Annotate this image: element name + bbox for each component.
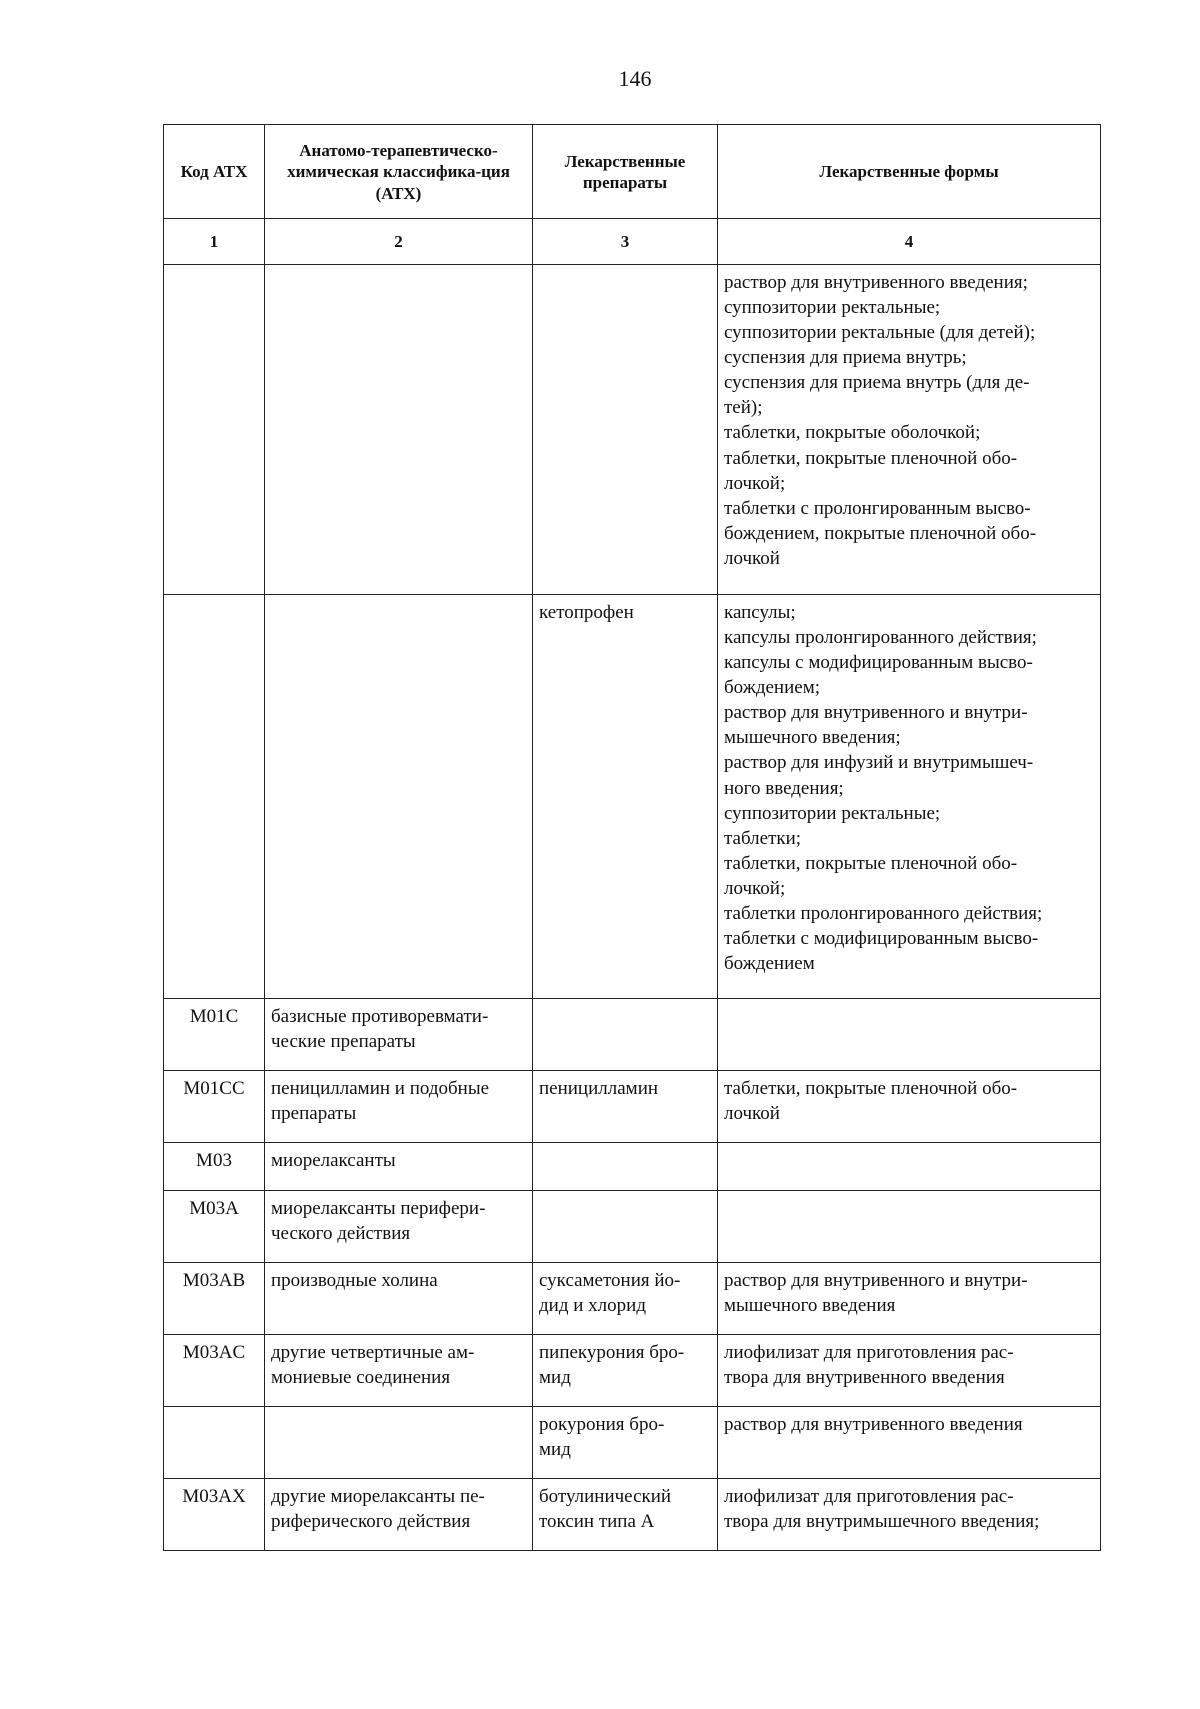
table-row bbox=[164, 1143, 1101, 1191]
forms-line: таблетки, покрытые пленочной обо- bbox=[724, 1078, 1018, 1099]
forms-cell bbox=[718, 1071, 1101, 1143]
forms-line: мышечного введения; bbox=[724, 727, 901, 749]
table-row bbox=[164, 1479, 1101, 1551]
classification-line: миорелаксанты перифери- bbox=[271, 1198, 486, 1219]
header-row bbox=[164, 125, 1101, 219]
atx-code bbox=[164, 265, 265, 595]
header-code: Код АТХ bbox=[164, 125, 265, 219]
drug-line: мид bbox=[539, 1367, 571, 1389]
classification-line: ческого действия bbox=[271, 1223, 411, 1245]
drug-line: дид и хлорид bbox=[539, 1295, 646, 1317]
forms-line: лочкой; bbox=[724, 472, 786, 494]
drug-cell bbox=[533, 1143, 718, 1191]
column-number-row bbox=[164, 219, 1101, 265]
forms-line: капсулы; bbox=[724, 602, 796, 623]
classification-cell bbox=[265, 1407, 533, 1479]
drug-line: токсин типа A bbox=[539, 1511, 655, 1533]
classification-cell bbox=[265, 265, 533, 595]
forms-line: лочкой bbox=[724, 1103, 780, 1125]
forms-cell bbox=[718, 1479, 1101, 1551]
classification-line: производные холина bbox=[271, 1270, 438, 1291]
column-number-2: 2 bbox=[265, 219, 533, 265]
forms-line: раствор для инфузий и внутримышеч- bbox=[724, 752, 1034, 774]
header-forms: Лекарственные формы bbox=[718, 125, 1101, 219]
forms-cell bbox=[718, 1191, 1101, 1263]
forms-line: ного введения; bbox=[724, 777, 844, 799]
drug-line: кетопрофен bbox=[539, 602, 634, 623]
drug-line: ботулинический bbox=[539, 1486, 672, 1507]
forms-line: бождением, покрытые пленочной обо- bbox=[724, 522, 1037, 544]
classification-line: препараты bbox=[271, 1103, 357, 1125]
forms-line: раствор для внутривенного введения bbox=[724, 1414, 1023, 1435]
table-row bbox=[164, 265, 1101, 595]
page-number: 146 bbox=[618, 66, 652, 91]
header-classification: Анатомо-терапевтическо-химическая классифика-ция (АТХ) bbox=[265, 125, 533, 219]
atx-code: M03A bbox=[164, 1191, 265, 1263]
forms-cell bbox=[718, 265, 1101, 595]
forms-cell bbox=[718, 1335, 1101, 1407]
drug-cell bbox=[533, 1263, 718, 1335]
drug-cell bbox=[533, 1191, 718, 1263]
forms-cell bbox=[718, 1407, 1101, 1479]
forms-line: лочкой bbox=[724, 547, 780, 569]
atx-code: M03AX bbox=[164, 1479, 265, 1551]
column-number-4: 4 bbox=[718, 219, 1101, 265]
column-number-3: 3 bbox=[533, 219, 718, 265]
table-row bbox=[164, 1263, 1101, 1335]
classification-cell bbox=[265, 1143, 533, 1191]
forms-line: суппозитории ректальные; bbox=[724, 297, 941, 319]
classification-line: другие четвертичные ам- bbox=[271, 1342, 475, 1363]
classification-line: миорелаксанты bbox=[271, 1150, 396, 1171]
classification-line: другие миорелаксанты пе- bbox=[271, 1486, 485, 1507]
drug-cell bbox=[533, 1479, 718, 1551]
forms-line: таблетки с модифицированным высво- bbox=[724, 928, 1039, 950]
forms-line: таблетки пролонгированного действия; bbox=[724, 902, 1043, 924]
drug-cell bbox=[533, 1335, 718, 1407]
classification-cell bbox=[265, 1263, 533, 1335]
forms-line: лиофилизат для приготовления рас- bbox=[724, 1342, 1014, 1363]
classification-cell bbox=[265, 1479, 533, 1551]
table-row bbox=[164, 1407, 1101, 1479]
forms-cell bbox=[718, 595, 1101, 999]
drug-cell bbox=[533, 1071, 718, 1143]
classification-line: мониевые соединения bbox=[271, 1367, 451, 1389]
table-row bbox=[164, 1071, 1101, 1143]
atx-table bbox=[163, 124, 1101, 1551]
atx-code: M03AB bbox=[164, 1263, 265, 1335]
table-row bbox=[164, 1191, 1101, 1263]
header-drugs: Лекарственные препараты bbox=[533, 125, 718, 219]
drug-line: пеницилламин bbox=[539, 1078, 659, 1099]
classification-cell bbox=[265, 1071, 533, 1143]
forms-line: раствор для внутривенного и внутри- bbox=[724, 1270, 1028, 1291]
atx-code: M01CC bbox=[164, 1071, 265, 1143]
forms-line: раствор для внутривенного введения; bbox=[724, 272, 1028, 293]
forms-line: суспензия для приема внутрь; bbox=[724, 347, 967, 369]
forms-line: твора для внутривенного введения bbox=[724, 1367, 1005, 1389]
table-row bbox=[164, 595, 1101, 999]
forms-line: таблетки с пролонгированным высво- bbox=[724, 497, 1031, 519]
forms-line: лиофилизат для приготовления рас- bbox=[724, 1486, 1014, 1507]
drug-cell bbox=[533, 265, 718, 595]
forms-line: таблетки, покрытые пленочной обо- bbox=[724, 852, 1018, 874]
classification-line: ческие препараты bbox=[271, 1031, 416, 1053]
forms-line: мышечного введения bbox=[724, 1295, 896, 1317]
column-number-1: 1 bbox=[164, 219, 265, 265]
classification-line: пеницилламин и подобные bbox=[271, 1078, 490, 1099]
atx-code: M01C bbox=[164, 999, 265, 1071]
forms-cell bbox=[718, 999, 1101, 1071]
classification-cell bbox=[265, 595, 533, 999]
atx-code bbox=[164, 595, 265, 999]
forms-line: таблетки, покрытые пленочной обо- bbox=[724, 447, 1018, 469]
forms-line: таблетки; bbox=[724, 827, 802, 849]
drug-cell bbox=[533, 1407, 718, 1479]
forms-cell bbox=[718, 1143, 1101, 1191]
atx-code: M03 bbox=[164, 1143, 265, 1191]
forms-line: капсулы пролонгированного действия; bbox=[724, 627, 1037, 649]
forms-line: капсулы с модифицированным высво- bbox=[724, 652, 1033, 674]
atx-code bbox=[164, 1407, 265, 1479]
classification-line: риферического действия bbox=[271, 1511, 471, 1533]
drug-line: рокурония бро- bbox=[539, 1414, 665, 1435]
forms-line: суспензия для приема внутрь (для де- bbox=[724, 372, 1030, 394]
drug-line: суксаметония йо- bbox=[539, 1270, 681, 1291]
forms-line: лочкой; bbox=[724, 877, 786, 899]
drug-cell bbox=[533, 999, 718, 1071]
table-body bbox=[164, 265, 1101, 1551]
forms-line: бождением; bbox=[724, 677, 820, 699]
forms-line: таблетки, покрытые оболочкой; bbox=[724, 422, 981, 444]
forms-line: суппозитории ректальные (для детей); bbox=[724, 322, 1036, 344]
classification-line: базисные противоревмати- bbox=[271, 1006, 489, 1027]
forms-line: раствор для внутривенного и внутри- bbox=[724, 702, 1028, 724]
atx-code: M03AC bbox=[164, 1335, 265, 1407]
classification-cell bbox=[265, 999, 533, 1071]
drug-line: мид bbox=[539, 1439, 571, 1461]
forms-line: тей); bbox=[724, 397, 763, 419]
classification-cell bbox=[265, 1191, 533, 1263]
table-row bbox=[164, 999, 1101, 1071]
forms-line: суппозитории ректальные; bbox=[724, 802, 941, 824]
forms-line: твора для внутримышечного введения; bbox=[724, 1511, 1040, 1533]
classification-cell bbox=[265, 1335, 533, 1407]
forms-cell bbox=[718, 1263, 1101, 1335]
forms-line: бождением bbox=[724, 953, 815, 975]
table-row bbox=[164, 1335, 1101, 1407]
drug-line: пипекурония бро- bbox=[539, 1342, 685, 1363]
drug-cell bbox=[533, 595, 718, 999]
